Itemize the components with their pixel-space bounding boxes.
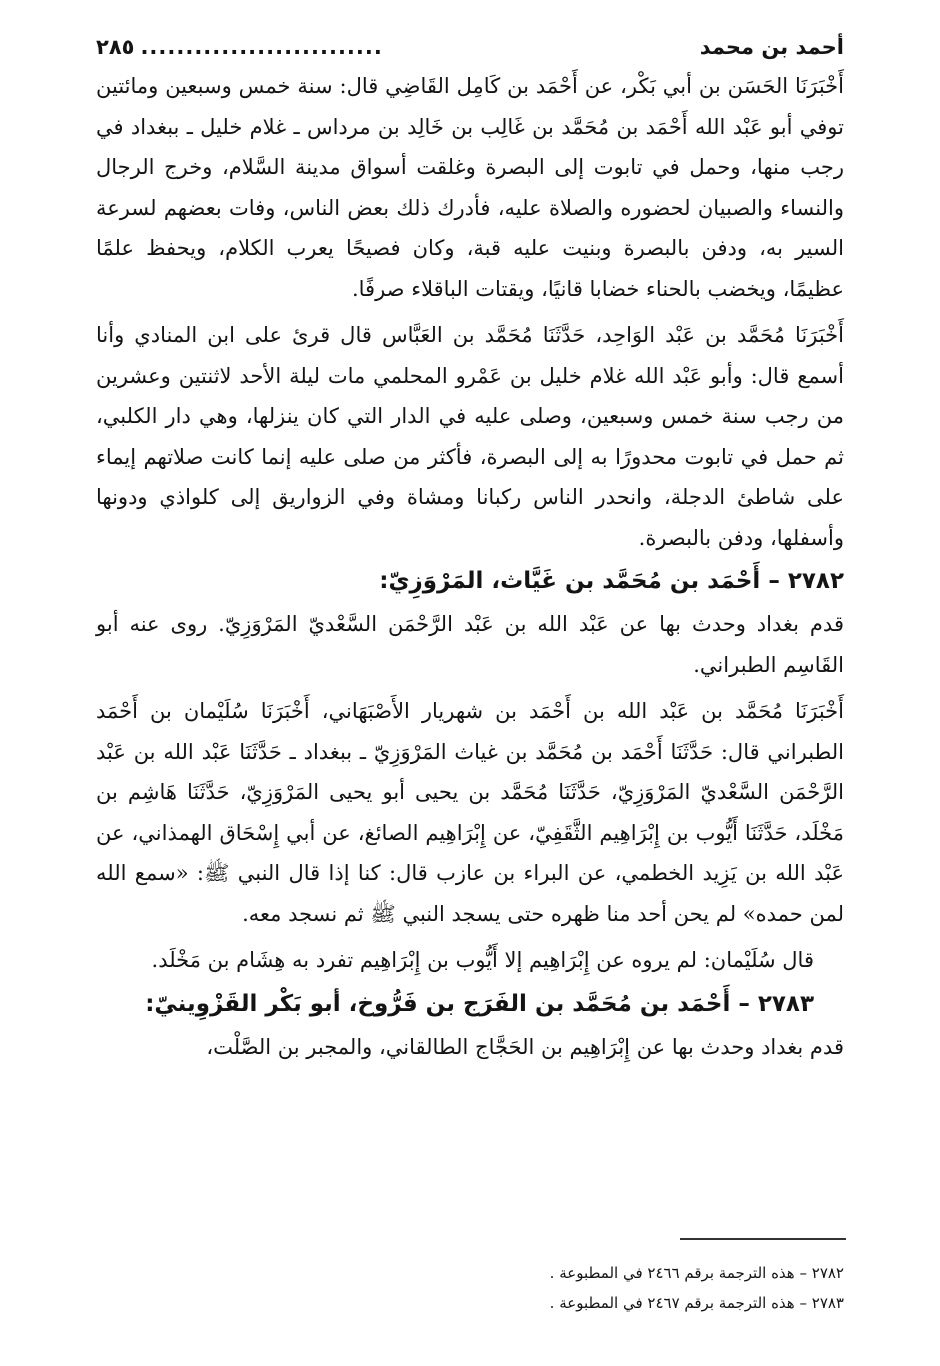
running-title: أحمد بن محمد (699, 35, 844, 59)
entry-heading: ٢٧٨٣ – أَحْمَد بن مُحَمَّد بن الفَرَج بن فَرُّوخ، أبو بَكْر القَزْوِينيّ: (145, 990, 814, 1017)
paragraph: أَخْبَرَنَا مُحَمَّد بن عَبْد الوَاحِد، حَدَّثَنَا مُحَمَّد بن العَبَّاس قال قرئ على ابن المنادي وأنا أسمع قال: وأبو عَبْد الله غلام خليل بن عَمْرو المحلمي مات ليلة الأحد لاثنتين وعشرين من رجب سنة خمس وسبعين، وصلى عليه في الدار التي كان ينزلها، وهي دار الكلبي، ثم حمل في تابوت محدورًا به إلى البصرة، فأكثر من صلى عليه إنما كانت صلاتهم إيماء على شاطئ الدجلة، وانحدر الناس ركبانا ومشاة وفي الزواريق إلى كلواذي ودونها وأسفلها، ودفن بالبصرة. (96, 323, 844, 550)
header-number-group (96, 30, 383, 64)
footnote: ٢٧٨٣ – هذه الترجمة برقم ٢٤٦٧ في المطبوعة . (549, 1294, 844, 1312)
paragraph: قال سُلَيْمان: لم يروه عن إِبْرَاهِيم إلا أَيُّوب بن إِبْرَاهِيم تفرد به هِشَام بن مَخْلَد. (151, 948, 814, 972)
paragraph: أَخْبَرَنَا الحَسَن بن أبي بَكْر، عن أَحْمَد بن كَامِل القَاضِي قال: سنة خمس وسبعين ومائتين توفي أبو عَبْد الله أَحْمَد بن مُحَمَّد بن غَالِب بن خَالِد بن مرداس ـ غلام خليل ـ ببغداد في رجب منها، وحمل في تابوت إلى البصرة وغلقت أسواق مدينة السَّلام، وخرج الرجال والنساء والصبيان لحضوره والصلاة عليه، فأدرك ذلك بعض الناس، وفات بعضهم لسرعة السير به، ودفن بالبصرة وبنيت عليه قبة، وكان فصيحًا يعرب الكلام، ويحفظ علمًا عظيمًا، ويخضب بالحناء خضابا قانيًا، ويقتات الباقلاء صرفًا. (96, 74, 844, 301)
paragraph: قدم بغداد وحدث بها عن عَبْد الله بن عَبْد الرَّحْمَن السَّعْديّ المَرْوَزِيّ. روى عنه أبو القَاسِم الطبراني. (96, 612, 844, 677)
running-header (96, 30, 844, 66)
footnote-separator (680, 1238, 846, 1240)
footnotes (96, 1258, 844, 1318)
entry-heading: ٢٧٨٢ – أَحْمَد بن مُحَمَّد بن غَيَّاث، المَرْوَزِيّ: (379, 568, 844, 594)
header-dot-leader: ........................... (140, 35, 383, 59)
paragraph: قدم بغداد وحدث بها عن إِبْرَاهِيم بن الحَجَّاج الطالقاني، والمجبر بن الصَّلْت، (206, 1034, 844, 1059)
paragraph: أَخْبَرَنَا مُحَمَّد بن عَبْد الله بن أَحْمَد بن شهريار الأَصْبَهَاني، أَخْبَرَنَا سُلَيْمان بن أَحْمَد الطبراني قال: حَدَّثَنَا أَحْمَد بن مُحَمَّد بن غياث المَرْوَزِيّ ـ ببغداد ـ حَدَّثَنَا عَبْد الله بن عَبْد الرَّحْمَن السَّعْديّ المَرْوَزِيّ، حَدَّثَنَا مُحَمَّد بن يحيى أبو يحيى المَرْوَزِيّ، حَدَّثَنَا هَاشِم بن مَخْلَد، حَدَّثَنَا أَيُّوب بن إِبْرَاهِيم الثَّقَفِيّ، عن إِبْرَاهِيم الصائغ، عن أبي إِسْحَاق الهمذاني، عن عَبْد الله بن يَزِيد الخطمي، عن البراء بن عازب قال: كنا إذا قال النبي ﷺ: «سمع الله لمن حمده» لم يحن أحد منا ظهره حتى يسجد النبي ﷺ ثم نسجد معه. (96, 699, 844, 926)
footnote: ٢٧٨٢ – هذه الترجمة برقم ٢٤٦٦ في المطبوعة . (549, 1264, 844, 1282)
page-number: ٢٨٥ (96, 35, 135, 59)
